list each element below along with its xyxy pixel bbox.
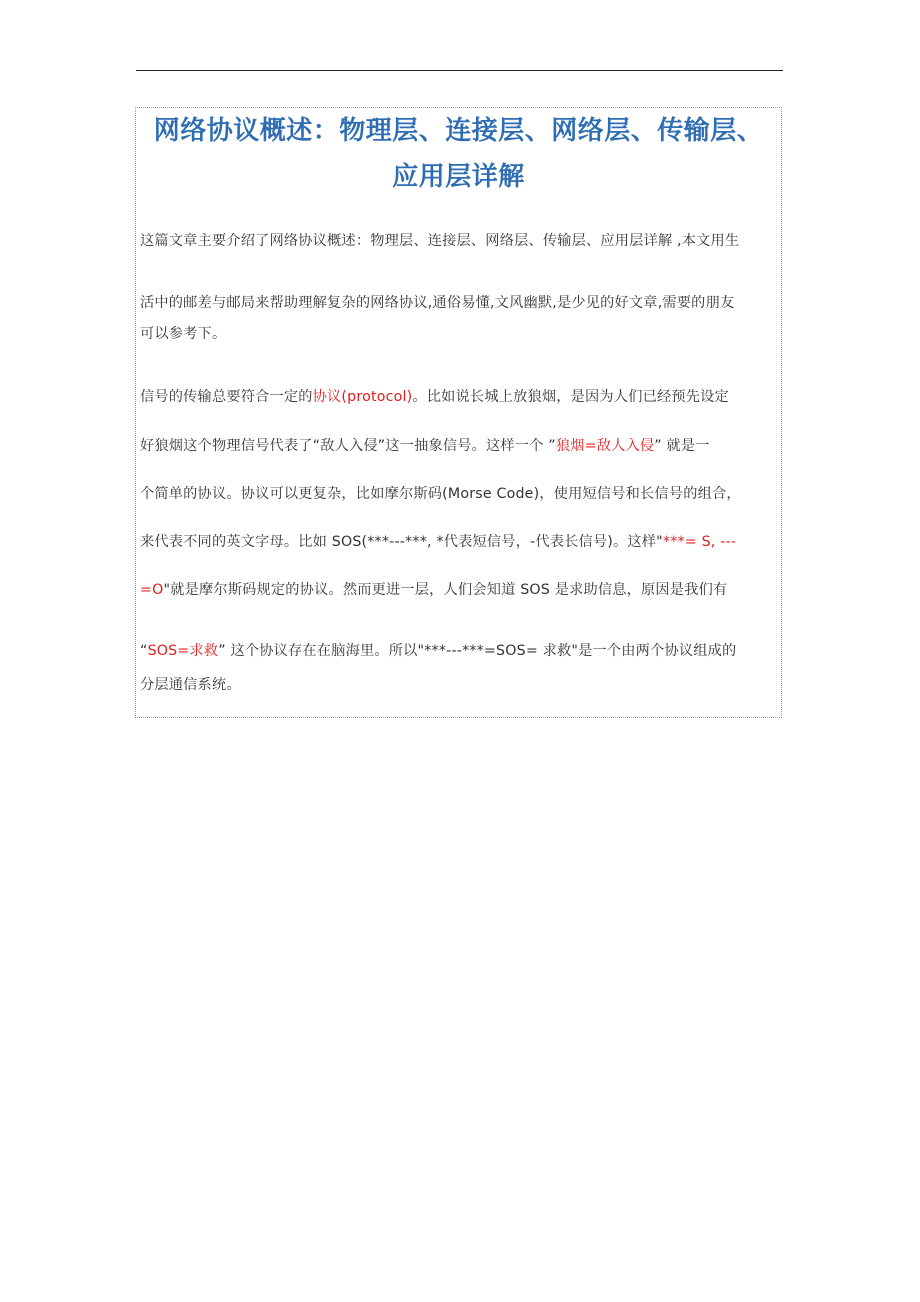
morse-highlight-1: ***= S, ---: [662, 534, 737, 550]
protocol-highlight: 协议(protocol): [312, 389, 413, 405]
body-line-1: [140, 386, 729, 406]
header-rule: [136, 70, 783, 71]
intro-line-3: 可以参考下。: [140, 326, 227, 342]
article-title: [136, 108, 781, 200]
intro-line-1: 这篇文章主要介绍了网络协议概述：物理层、连接层、网络层、传输层、应用层详解 ,本文用生: [140, 233, 740, 249]
title-line-1: 网络协议概述：物理层、连接层、网络层、传输层、: [153, 116, 764, 146]
smoke-signal-highlight: 狼烟=敌人入侵: [555, 438, 655, 454]
body-line-4: [140, 531, 736, 551]
body-line-7: 分层通信系统。: [140, 677, 241, 693]
body-text: 信号的传输总要符合一定的: [140, 389, 313, 405]
sos-highlight: SOS=求救: [147, 643, 219, 659]
body-line-2: [140, 435, 710, 455]
intro-line-2: 活中的邮差与邮局来帮助理解复杂的网络协议,通俗易懂,文风幽默,是少见的好文章,需要的朋友: [140, 295, 735, 311]
body-text: “: [140, 643, 148, 659]
body-text: ” 这个协议存在在脑海里。所以"***---***=SOS= 求救"是一个由两个协议组成的: [218, 643, 737, 659]
body-line-3: 个简单的协议。协议可以更复杂，比如摩尔斯码(Morse Code)，使用短信号和长信号的组合，: [140, 486, 741, 502]
body-line-6: [140, 640, 736, 660]
body-text: ” 就是一: [654, 438, 710, 454]
body-text: 。比如说长城上放狼烟，是因为人们已经预先设定: [412, 389, 729, 405]
body-text: 来代表不同的英文字母。比如 SOS(***---***, *代表短信号，-代表长信号)。这样": [140, 534, 663, 550]
body-text: 好狼烟这个物理信号代表了“敌人入侵”这一抽象信号。这样一个 ”: [140, 438, 556, 454]
morse-highlight-2: =O: [140, 582, 164, 598]
title-line-2: 应用层详解: [392, 162, 525, 192]
article-box: [135, 107, 782, 718]
body-text: "就是摩尔斯码规定的协议。然而更进一层，人们会知道 SOS 是求助信息，原因是我们有: [163, 582, 728, 598]
body-line-5: [140, 579, 727, 599]
